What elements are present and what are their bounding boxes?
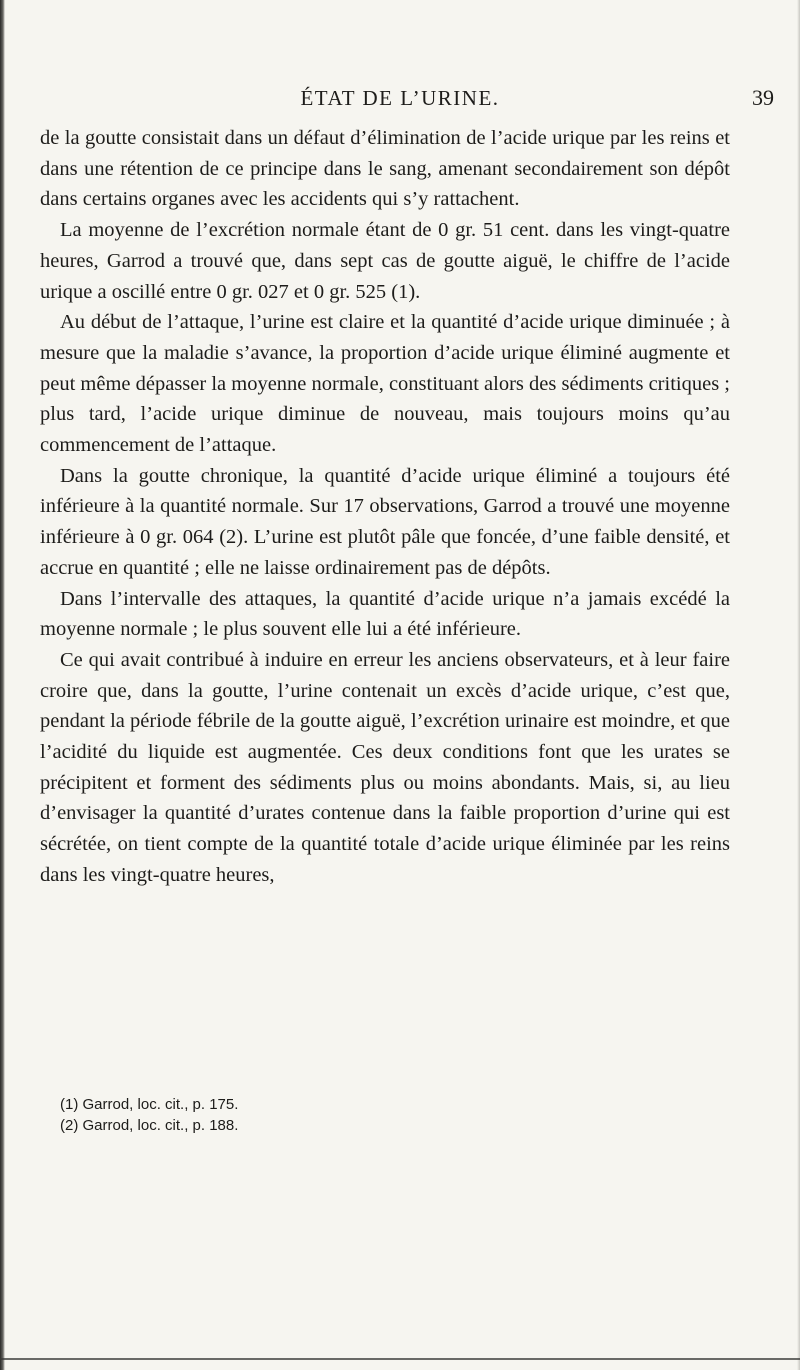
paragraph: La moyenne de l’excrétion normale étant de 0 gr. 51 cent. dans les vingt-quatre heures, Garrod a trouvé que, dans sept cas de goutte aiguë, le chiffre de l’acide urique a oscillé entre 0 gr. 027 et 0 gr. 525 (1). — [40, 219, 730, 303]
page-header — [0, 83, 800, 113]
body-text — [40, 123, 730, 891]
page-number: 39 — [752, 85, 774, 110]
page-binding-edge — [0, 0, 5, 1370]
footnote: (1) Garrod, loc. cit., p. 175. — [60, 1096, 239, 1113]
footnotes — [60, 1094, 660, 1136]
paragraph: Dans l’intervalle des attaques, la quantité d’acide urique n’a jamais excédé la moyenne normale ; le plus souvent elle lui a été inférieure. — [40, 587, 730, 641]
paragraph: Ce qui avait contribué à induire en erreur les anciens observateurs, et à leur faire croire que, dans la goutte, l’urine contenait un excès d’acide urique, c’est que, pendant la période fébrile de la goutte aiguë, l’excrétion urinaire est moindre, et que l’acidité du liquide est augmentée. Ces deux conditions font que les urates se précipitent et forment des sédiments plus ou moins abondants. Mais, si, au lieu d’envisager la quantité d’urates contenue dans la faible proportion d’urine qui est sécrétée, on tient compte de la quantité totale d’acide urique éliminée par les reins dans les vingt-quatre heures, — [40, 648, 730, 886]
paragraph: Dans la goutte chronique, la quantité d’acide urique éliminé a toujours été inférieure à la quantité normale. Sur 17 observations, Garrod a trouvé une moyenne inférieure à 0 gr. 064 (2). L’urine est plutôt pâle que foncée, d’une faible densité, et accrue en quantité ; elle ne laisse ordinairement pas de dépôts. — [40, 464, 730, 579]
footnote: (2) Garrod, loc. cit., p. 188. — [60, 1117, 239, 1134]
paragraph: de la goutte consistait dans un défaut d’élimination de l’acide urique par les reins et dans une rétention de ce principe dans le sang, amenant secondairement son dépôt dans certains organes avec les accidents qui s’y rattachent. — [40, 127, 730, 211]
paragraph: Au début de l’attaque, l’urine est claire et la quantité d’acide urique diminuée ; à mesure que la maladie s’avance, la proportion d’acide urique éliminé augmente et peut même dépasser la moyenne normale, constituant alors des sédiments critiques ; plus tard, l’acide urique diminue de nouveau, mais toujours moins qu’au commencement de l’attaque. — [40, 311, 730, 457]
bottom-rule — [0, 1358, 800, 1360]
running-head: ÉTAT DE L’URINE. — [300, 86, 500, 110]
